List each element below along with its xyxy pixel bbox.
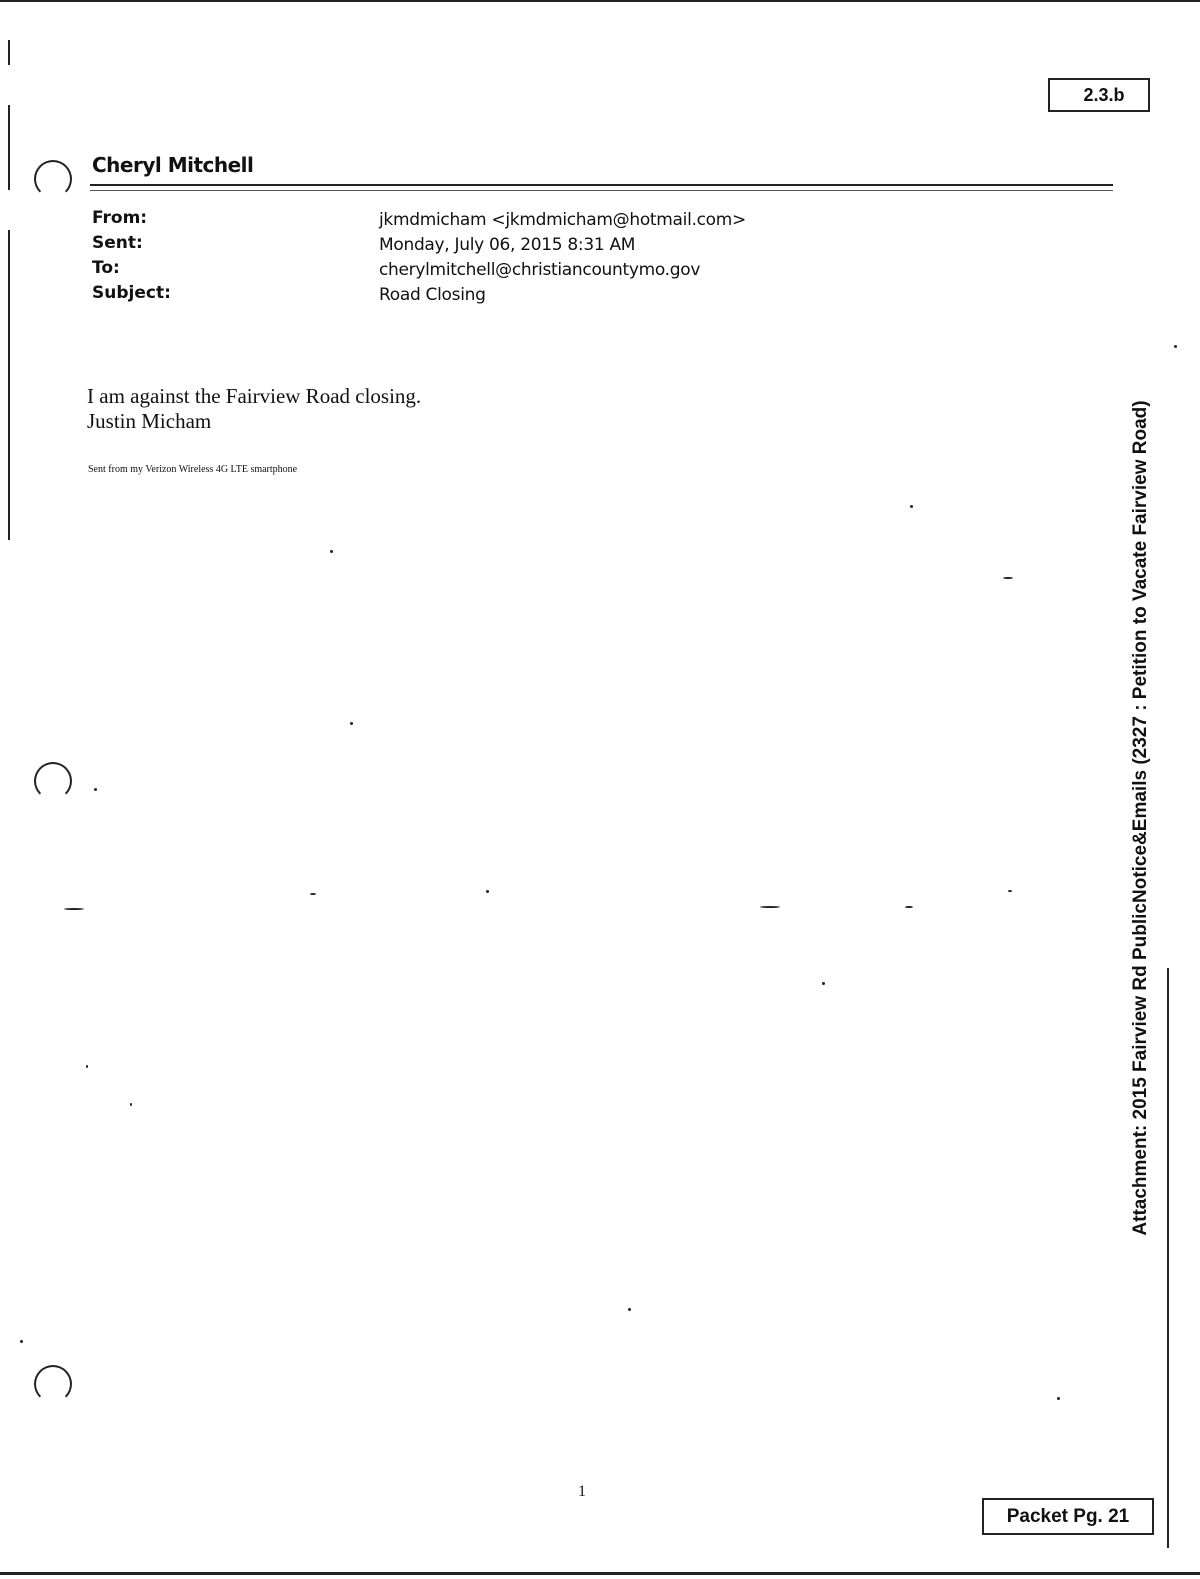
scan-speck bbox=[350, 722, 353, 725]
scan-speck bbox=[1003, 577, 1013, 579]
reference-tag-text: 2.3.b bbox=[1083, 84, 1125, 105]
scan-speck bbox=[1174, 345, 1177, 348]
header-rule bbox=[90, 184, 1113, 191]
scan-margin-mark bbox=[8, 230, 10, 540]
page-bottom-border bbox=[0, 1572, 1200, 1575]
email-body-signature: Justin Micham bbox=[87, 409, 212, 433]
header-value-from: jkmdmicham <jkmdmicham@hotmail.com> bbox=[379, 210, 746, 230]
scan-speck bbox=[760, 906, 780, 908]
punch-hole-icon bbox=[34, 1365, 72, 1403]
page-number: 1 bbox=[578, 1483, 586, 1500]
packet-page-box bbox=[982, 1498, 1154, 1535]
header-label-subject: Subject: bbox=[92, 283, 171, 303]
header-label-from: From: bbox=[92, 208, 148, 228]
scan-speck bbox=[330, 550, 333, 553]
scan-speck bbox=[20, 1340, 23, 1343]
header-value-to: cherylmitchell@christiancountymo.gov bbox=[379, 260, 701, 280]
scan-speck bbox=[486, 890, 489, 893]
header-label-to: To: bbox=[92, 258, 120, 278]
scan-speck bbox=[64, 908, 84, 910]
mobile-signature-note: Sent from my Verizon Wireless 4G LTE smartphone bbox=[88, 464, 298, 475]
scan-speck bbox=[130, 1103, 132, 1106]
scan-speck bbox=[1008, 890, 1012, 892]
scan-speck bbox=[1057, 1397, 1060, 1400]
right-margin-rule bbox=[1167, 968, 1169, 1548]
email-body-line: I am against the Fairview Road closing. bbox=[87, 384, 422, 408]
punch-hole-icon bbox=[34, 762, 72, 800]
scan-speck bbox=[310, 893, 316, 895]
header-value-subject: Road Closing bbox=[379, 285, 486, 305]
scan-margin-mark bbox=[8, 105, 10, 190]
header-value-sent: Monday, July 06, 2015 8:31 AM bbox=[379, 235, 636, 255]
attachment-label bbox=[1128, 400, 1154, 1235]
scan-speck bbox=[905, 906, 913, 908]
scan-speck bbox=[910, 505, 913, 508]
scan-speck bbox=[86, 1065, 88, 1068]
scan-margin-mark bbox=[8, 40, 10, 65]
reference-tag bbox=[1048, 78, 1150, 112]
scan-speck bbox=[94, 788, 97, 791]
sender-name: Cheryl Mitchell bbox=[92, 153, 254, 177]
packet-page-text: Packet Pg. 21 bbox=[1006, 1505, 1130, 1527]
header-label-sent: Sent: bbox=[92, 233, 143, 253]
punch-hole-icon bbox=[34, 160, 72, 198]
scan-speck bbox=[628, 1308, 631, 1311]
scan-speck bbox=[822, 982, 825, 985]
attachment-label-text: Attachment: 2015 Fairview Rd PublicNotice&Emails (2327 : Petition to Vacate Fairview Road) bbox=[1130, 399, 1151, 1236]
page-top-border bbox=[0, 0, 1200, 2]
